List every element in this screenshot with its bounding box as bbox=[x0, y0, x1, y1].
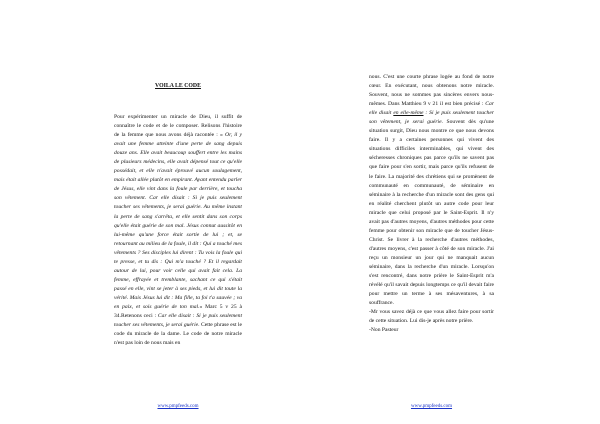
text-run: nous. C'est une courte phrase logée au fond de notre cœur. En exécutant, nous obtenons notre miracle. Souvent, nous ne sommes pas sincères envers nous-mêmes. Dans Matthieu 9 v 21 il est bien précisé : bbox=[369, 74, 494, 108]
text-run: : Si je puis seulement toucher son vêtement, je serai guérie. bbox=[369, 110, 494, 126]
right-footer-url[interactable]: www.pmpfeeds.com bbox=[410, 404, 453, 409]
text-run: en elle-même bbox=[393, 110, 424, 117]
text-run: Car elle disait bbox=[369, 101, 494, 117]
right-page bbox=[369, 0, 494, 424]
text-run: Or, il y avait une femme atteinte d'une perte de sang depuis douze ans. Elle avait beaucoup souffert entre les mains de plusieurs médecins, elle avait dépensé tout ce qu'elle possédait, et elle n'avait éprouvé aucun soulagement, mais était allée plutôt en empirant. Ayant entendu parler de Jésus, elle vint dans la foule par derrière, et toucha son vêtement. Car elle disait : Si je puis seulement toucher ses vêtements, je serai guérie. Au même instant la perte de sang s'arrêta, et elle sentit dans son corps qu'elle était guérie de son mal. Jésus connut aussitôt en lui-même qu'une force était sortie de lui ; et, se retournant au milieu de la foule, il dit : Qui a touché mes vêtements ? Ses disciples lui dirent : Tu vois la foule qui te presse, et tu dis : Qui m'a touché ? Et il regardait autour de lui, pour voir celle qui avait fait cela. La femme, effrayée et tremblante, sachant ce qui s'était passé en elle, vint se jeter à ses pieds, et lui dit toute la vérité. Mais Jésus lui dit : Ma fille, ta foi t'a sauvée ; va en paix, et sois guérie de ton mal. bbox=[114, 132, 242, 310]
right-paragraph bbox=[369, 73, 494, 335]
left-paragraph bbox=[114, 113, 242, 348]
text-run: Souvent dès qu'une situation surgit, Dieu nous montre ce que nous devons faire. Il y a certaines personnes qui vivent des situations difficiles interminables, qui vivent des sécheresses chroniques pas parce qu'ils ne savent pas que faire pour s'en sortir, mais parce qu'ils refusent de le faire. La majorité des chrétiens qui se promènent de communauté en communauté, de séminaire en séminaire à la recherche d'un miracle sont des gens qui en réalité cherchent plutôt un autre code pour leur miracle que celui proposé par le Saint-Esprit. Il n'y avait pas d'autres moyens, d'autres méthodes pour cette femme pour obtenir son miracle que de toucher Jésus-Christ. Se livrer à la recherche d'autres méthodes, d'autres moyens, c'est passer à côté de son miracle. J'ai reçu un monsieur un jour qui ne manquait aucun séminaire, dans la recherche d'un miracle. Lorsqu'on s'est rencontré, dans notre prière le Saint-Esprit m'a révélé qu'il savait depuis longtemps ce qu'il devait faire pour mettre un terme à ses mésaventures, à sa souffrance. bbox=[369, 119, 494, 307]
text-run: Pour expérimenter un miracle de Dieu, il suffit de connaître le code et de le composer. Relisons l'histoire de la femme que nous avons déjà racontée : « bbox=[114, 114, 242, 139]
right-page-body bbox=[369, 73, 494, 335]
text-run: -Mr vous savez déjà ce que vous allez faire pour sortir de cette situation. Lui dis-je après notre prière. bbox=[369, 309, 494, 325]
text-run: -Non Pasteur bbox=[369, 327, 399, 334]
text-run: . Cette phrase est le code du miracle de la dame. Le code de notre miracle n'est pas loin de nous mais en bbox=[114, 322, 242, 347]
section-title: VOILA LE CODE bbox=[155, 83, 201, 89]
text-run: » Marc 5 v 25 à 34.Retenons ceci : bbox=[114, 303, 242, 320]
left-footer-url[interactable]: www.pmpfeeds.com bbox=[157, 404, 199, 409]
text-run: Car elle disait : Si je puis seulement toucher ses vêtements, je serai guérie bbox=[114, 313, 243, 329]
left-page bbox=[114, 0, 242, 424]
left-page-body bbox=[114, 113, 242, 348]
